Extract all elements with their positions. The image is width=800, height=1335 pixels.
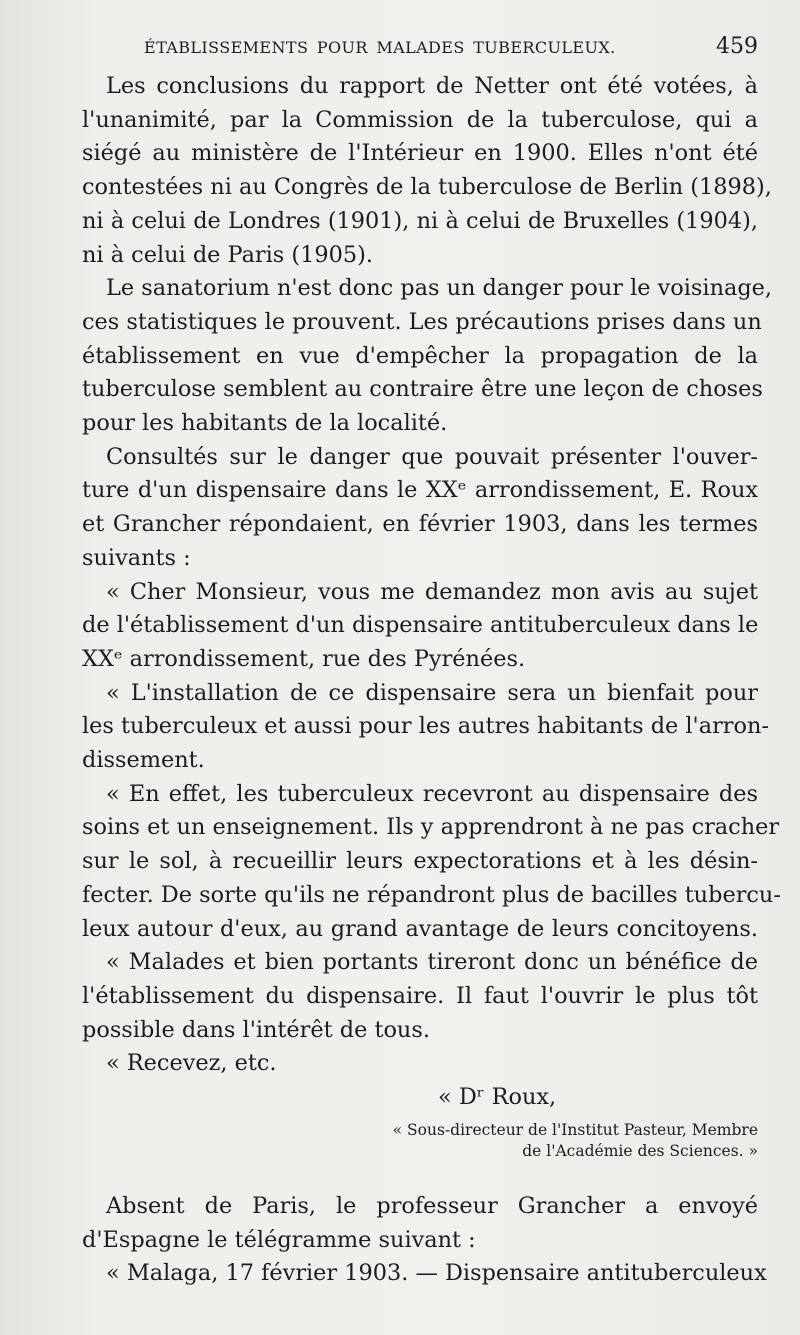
text-line: tuberculose semblent au contraire être une leçon de choses: [82, 376, 763, 403]
text-line: « Malades et bien portants tireront donc un bénéfice de: [106, 949, 758, 976]
text-line: d'Espagne le télégramme suivant :: [82, 1226, 476, 1253]
text-line: ture d'un dispensaire dans le XXᵉ arrondissement, E. Roux: [82, 477, 758, 504]
text-line: siégé au ministère de l'Intérieur en 1900. Elles n'ont été: [82, 140, 758, 167]
text-line: Absent de Paris, le professeur Grancher a envoyé: [106, 1192, 758, 1219]
paragraph: [82, 946, 758, 1047]
text-line: Consultés sur le danger que pouvait présenter l'ouver-: [106, 443, 758, 470]
running-head: ÉTABLISSEMENTS POUR MALADES TUBERCULEUX.: [144, 38, 616, 57]
text-line: fecter. De sorte qu'ils ne répandront plus de bacilles tubercu-: [82, 881, 781, 908]
paragraph: [82, 778, 781, 947]
text-line: l'unanimité, par la Commission de la tuberculose, qui a: [82, 106, 758, 133]
paragraph: [82, 1257, 767, 1291]
paragraph: [82, 1190, 758, 1257]
text-line: sur le sol, à recueillir leurs expectorations et à les désin-: [82, 848, 758, 875]
text-line: ni à celui de Paris (1905).: [82, 241, 373, 268]
text-line: soins et un enseignement. Ils y apprendront à ne pas cracher: [82, 814, 780, 841]
text-line: « En effet, les tuberculeux recevront au dispensaire des: [106, 780, 758, 807]
signature-name: « Dʳ Roux,: [438, 1084, 557, 1111]
text-line: leux autour d'eux, au grand avantage de leurs concitoyens.: [82, 915, 758, 942]
text-line: et Grancher répondaient, en février 1903, dans les termes: [82, 511, 758, 538]
text-line: contestées ni au Congrès de la tuberculose de Berlin (1898),: [82, 174, 772, 201]
text-line: « Cher Monsieur, vous me demandez mon avis au sujet: [106, 578, 758, 605]
text-line: de l'établissement d'un dispensaire antituberculeux dans le: [82, 612, 759, 639]
text-line: XXᵉ arrondissement, rue des Pyrénées.: [82, 645, 526, 672]
text-line: l'établissement du dispensaire. Il faut l'ouvrir le plus tôt: [82, 982, 758, 1009]
body-text: [82, 70, 781, 1291]
affiliation-line: de l'Académie des Sciences. »: [522, 1141, 758, 1160]
affiliation-line: « Sous-directeur de l'Institut Pasteur, Membre: [392, 1120, 758, 1139]
text-line: ni à celui de Londres (1901), ni à celui de Bruxelles (1904),: [82, 207, 758, 234]
signature-block: [82, 1081, 758, 1162]
text-line: pour les habitants de la localité.: [82, 410, 448, 437]
text-line: les tuberculeux et aussi pour les autres habitants de l'arron-: [82, 713, 769, 740]
page-number: 459: [716, 34, 758, 59]
text-line: « Recevez, etc.: [106, 1050, 277, 1077]
text-line: possible dans l'intérêt de tous.: [82, 1016, 430, 1043]
text-line: dissement.: [82, 747, 205, 774]
text-line: Les conclusions du rapport de Netter ont été votées, à: [106, 73, 758, 99]
paragraph: [82, 272, 773, 441]
text-line: « L'installation de ce dispensaire sera un bienfait pour: [106, 679, 758, 706]
signature-affiliation: [82, 1120, 758, 1162]
text-line: ces statistiques le prouvent. Les précautions prises dans un: [82, 308, 762, 335]
text-line: Le sanatorium n'est donc pas un danger pour le voisinage,: [106, 275, 773, 302]
paragraph: [82, 70, 772, 272]
spacer: [82, 1162, 758, 1190]
paragraph: [82, 576, 758, 677]
text-line: suivants :: [82, 544, 191, 571]
text-line: « Malaga, 17 février 1903. — Dispensaire antituberculeux: [106, 1260, 767, 1287]
paragraph: [82, 441, 758, 576]
paragraph: [82, 677, 769, 778]
paragraph: [82, 1047, 758, 1081]
text-line: établissement en vue d'empêcher la propagation de la: [82, 342, 758, 369]
page-header: [82, 34, 758, 70]
